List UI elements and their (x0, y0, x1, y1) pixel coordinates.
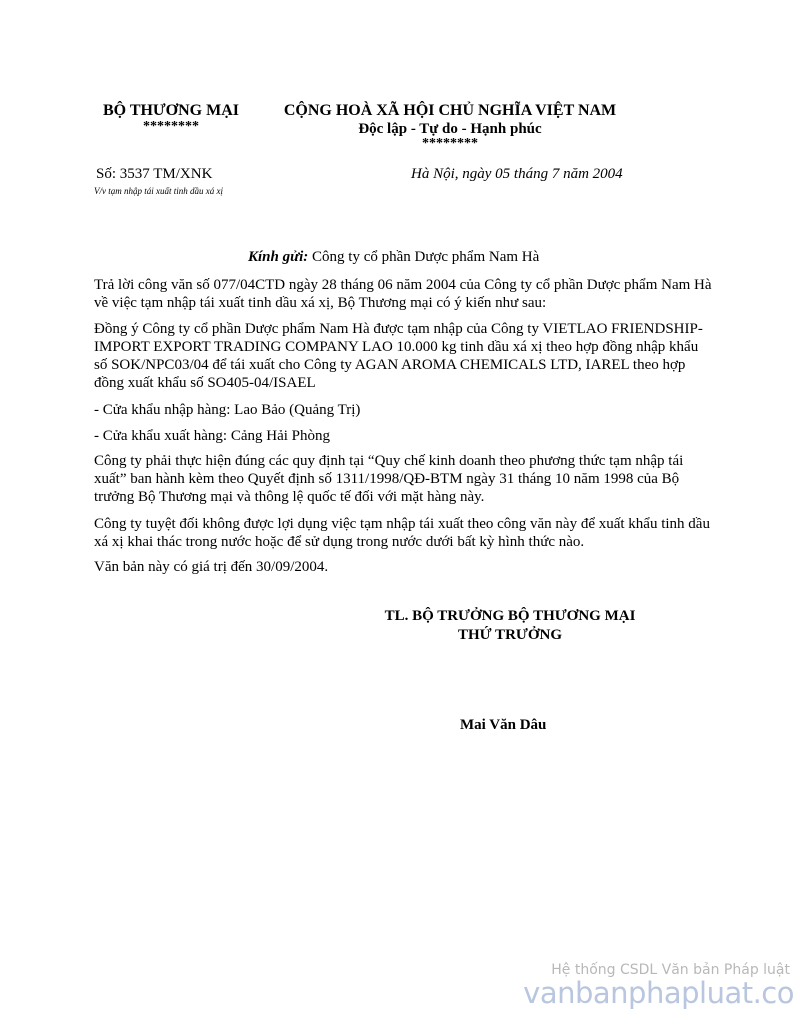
place-and-date: Hà Nội, ngày 05 tháng 7 năm 2004 (411, 166, 623, 182)
import-gate-item (94, 401, 714, 419)
paragraph-text: Văn bản này có giá trị đến 30/09/2004. (94, 559, 329, 575)
watermark-caption: Hệ thống CSDL Văn bản Pháp luật (551, 962, 790, 978)
export-gate-item (94, 427, 714, 445)
paragraph-text: - Cửa khẩu nhập hàng: Lao Bảo (Quảng Trị) (94, 402, 361, 418)
recipient-line (248, 249, 539, 266)
paragraph-prohibition (94, 515, 714, 551)
signer-name: Mai Văn Dâu (460, 717, 547, 733)
paragraph-text: Đồng ý Công ty cổ phần Dược phẩm Nam Hà được tạm nhập của Công ty VIETLAO FRIENDSHIP-IMPORT EXPORT TRADING COMPANY LAO 10.000 kg tinh dầu xá xị theo hợp đồng nhập khẩu số SOK/NPC03/04 để tái xuất cho Công ty AGAN AROMA CHEMICALS LTD, IAREL theo hợp đồng xuất khẩu số SO405-04/ISAEL (94, 321, 703, 391)
paragraph-text: Trả lời công văn số 077/04CTD ngày 28 tháng 06 năm 2004 của Công ty cổ phần Dược phẩm Nam Hà về việc tạm nhập tái xuất tinh dầu xá xị, Bộ Thương mại có ý kiến như sau: (94, 277, 712, 311)
document-number: Số: 3537 TM/XNK (96, 166, 213, 182)
paragraph-text: - Cửa khẩu xuất hàng: Cảng Hải Phòng (94, 428, 331, 444)
issuing-agency-block (86, 101, 256, 134)
signature-position: THỨ TRƯỞNG (457, 627, 563, 643)
nation-title: CỘNG HOÀ XÃ HỘI CHỦ NGHĨA VIỆT NAM (283, 102, 617, 119)
issuing-agency: BỘ THƯƠNG MẠI (102, 102, 239, 119)
document-subject: V/v tạm nhập tái xuất tinh dầu xá xị (94, 186, 223, 196)
national-motto-block (270, 101, 630, 150)
paragraph-validity (94, 558, 714, 576)
recipient-name: Công ty cổ phần Dược phẩm Nam Hà (312, 249, 540, 265)
recipient-label: Kính gửi: (248, 249, 309, 265)
paragraph-regulation (94, 452, 714, 506)
paragraph-reply (94, 276, 714, 312)
watermark-site: vanbanphapluat.co (523, 976, 794, 1010)
signature-title: TL. BỘ TRƯỞNG BỘ THƯƠNG MẠI (384, 608, 636, 624)
signature-block (360, 607, 660, 645)
paragraph-text: Công ty phải thực hiện đúng các quy định tại “Quy chế kinh doanh theo phương thức tạm nhập tái xuất” ban hành kèm theo Quyết định số 1311/1998/QĐ-BTM ngày 31 tháng 10 năm 1998 của Bộ trưởng Bộ Thương mại và thông lệ quốc tế đối với mặt hàng này. (94, 453, 684, 505)
motto-separator: ******** (422, 136, 478, 151)
paragraph-text: Công ty tuyệt đối không được lợi dụng việc tạm nhập tái xuất theo công văn này để xuất khẩu tinh dầu xá xị khai thác trong nước hoặc để sử dụng trong nước dưới bất kỳ hình thức nào. (94, 516, 710, 550)
paragraph-approval (94, 320, 714, 392)
agency-separator: ******** (143, 119, 199, 134)
motto: Độc lập - Tự do - Hạnh phúc (358, 121, 542, 137)
